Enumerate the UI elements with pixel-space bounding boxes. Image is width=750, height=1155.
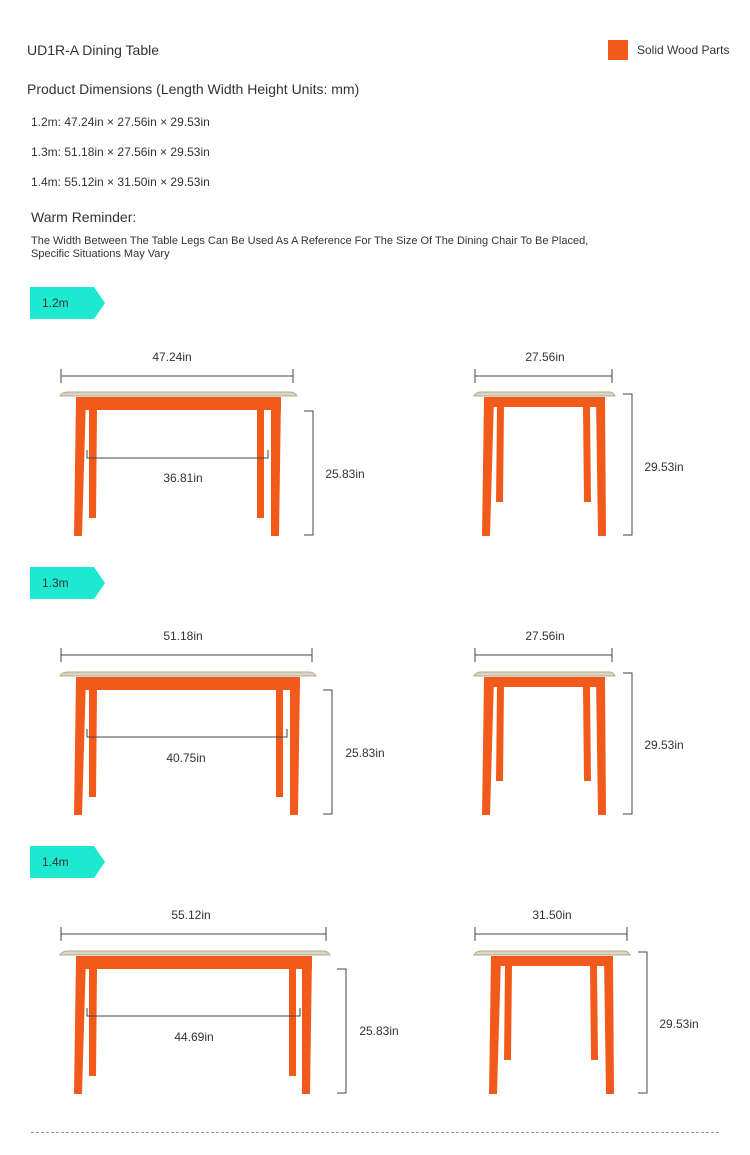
leg-height-dimension-line	[337, 969, 346, 1093]
length-label: 55.12in	[171, 908, 211, 922]
size-tag-1-2m	[30, 287, 105, 319]
back-left-leg	[89, 969, 97, 1076]
length-dimension-line	[61, 369, 293, 383]
back-left-leg	[496, 407, 504, 502]
total-height-dimension-line	[623, 673, 632, 814]
depth-dimension-line	[475, 927, 627, 941]
front-right-leg	[604, 957, 614, 1094]
tag-label: 1.4m	[42, 855, 69, 869]
back-left-leg	[496, 687, 504, 781]
front-right-leg	[596, 678, 606, 815]
diagram-1-4m	[0, 898, 750, 1128]
inner-width-dimension-line	[87, 450, 268, 458]
reminder-heading: Warm Reminder:	[31, 209, 137, 225]
back-right-leg	[257, 410, 264, 518]
tabletop	[474, 951, 630, 955]
depth-label: 27.56in	[525, 629, 565, 643]
depth-dimension-line	[475, 648, 612, 662]
front-right-leg	[596, 398, 606, 536]
leg-height-label: 25.83in	[325, 467, 365, 481]
front-left-leg	[482, 398, 494, 536]
front-right-leg	[302, 957, 312, 1094]
side-view	[474, 350, 684, 536]
size-tag-1-4m	[30, 846, 105, 878]
front-left-leg	[74, 678, 86, 815]
inner-width-label: 40.75in	[166, 751, 206, 765]
front-left-leg	[74, 957, 86, 1094]
reminder-text	[31, 235, 671, 261]
size-tag-1-3m	[30, 567, 105, 599]
front-left-leg	[489, 957, 501, 1094]
tabletop	[60, 672, 316, 676]
apron	[76, 397, 281, 410]
length-dimension-line	[61, 648, 312, 662]
leg-height-label: 25.83in	[359, 1024, 399, 1038]
back-left-leg	[89, 410, 97, 518]
tabletop	[60, 392, 297, 396]
legend	[608, 40, 730, 60]
leg-height-label: 25.83in	[345, 746, 385, 760]
total-height-label: 29.53in	[659, 1017, 699, 1031]
dimension-line-1-3m: 1.3m: 51.18in × 27.56in × 29.53in	[31, 145, 210, 159]
total-height-dimension-line	[638, 952, 647, 1093]
total-height-label: 29.53in	[644, 738, 684, 752]
depth-dimension-line	[475, 369, 612, 383]
tag-label: 1.2m	[42, 296, 69, 310]
bottom-divider	[31, 1132, 719, 1133]
length-dimension-line	[61, 927, 326, 941]
side-view	[474, 629, 684, 815]
apron	[76, 956, 312, 969]
leg-height-dimension-line	[304, 411, 313, 535]
side-view	[474, 908, 699, 1094]
back-left-leg	[504, 966, 512, 1060]
length-label: 51.18in	[163, 629, 203, 643]
back-left-leg	[89, 690, 97, 797]
tabletop	[60, 951, 330, 955]
back-right-leg	[289, 969, 296, 1076]
tag-label: 1.3m	[42, 576, 69, 590]
front-view	[60, 629, 385, 815]
product-title: UD1R-A Dining Table	[27, 42, 160, 58]
front-right-leg	[290, 678, 300, 815]
back-right-leg	[590, 966, 598, 1060]
reminder-line-2: Specific Situations May Vary	[31, 248, 170, 260]
tabletop	[474, 392, 615, 396]
apron	[76, 677, 300, 690]
reminder-line-1: The Width Between The Table Legs Can Be Used As A Reference For The Size Of The Dining Chair To Be Placed,	[31, 235, 589, 247]
inner-width-label: 36.81in	[163, 471, 203, 485]
total-height-label: 29.53in	[644, 460, 684, 474]
legend-label: Solid Wood Parts	[637, 43, 730, 57]
apron	[491, 956, 613, 966]
back-right-leg	[276, 690, 283, 797]
apron	[484, 677, 605, 687]
total-height-dimension-line	[623, 394, 632, 535]
depth-label: 31.50in	[532, 908, 572, 922]
leg-height-dimension-line	[323, 690, 332, 814]
front-view	[60, 908, 399, 1094]
inner-width-dimension-line	[87, 729, 287, 737]
apron	[484, 397, 605, 407]
tabletop	[474, 672, 615, 676]
front-view	[60, 350, 365, 536]
front-right-leg	[271, 398, 281, 536]
dimensions-heading: Product Dimensions (Length Width Height Units: mm)	[27, 81, 360, 97]
dimension-line-1-4m: 1.4m: 55.12in × 31.50in × 29.53in	[31, 175, 210, 189]
diagram-1-2m	[0, 340, 750, 570]
back-right-leg	[583, 687, 591, 781]
diagram-1-3m	[0, 619, 750, 849]
dimension-line-1-2m: 1.2m: 47.24in × 27.56in × 29.53in	[31, 115, 210, 129]
inner-width-label: 44.69in	[174, 1030, 214, 1044]
depth-label: 27.56in	[525, 350, 565, 364]
back-right-leg	[583, 407, 591, 502]
front-left-leg	[74, 398, 86, 536]
length-label: 47.24in	[152, 350, 192, 364]
front-left-leg	[482, 678, 494, 815]
inner-width-dimension-line	[87, 1008, 300, 1016]
legend-swatch-solid-wood	[608, 40, 628, 60]
